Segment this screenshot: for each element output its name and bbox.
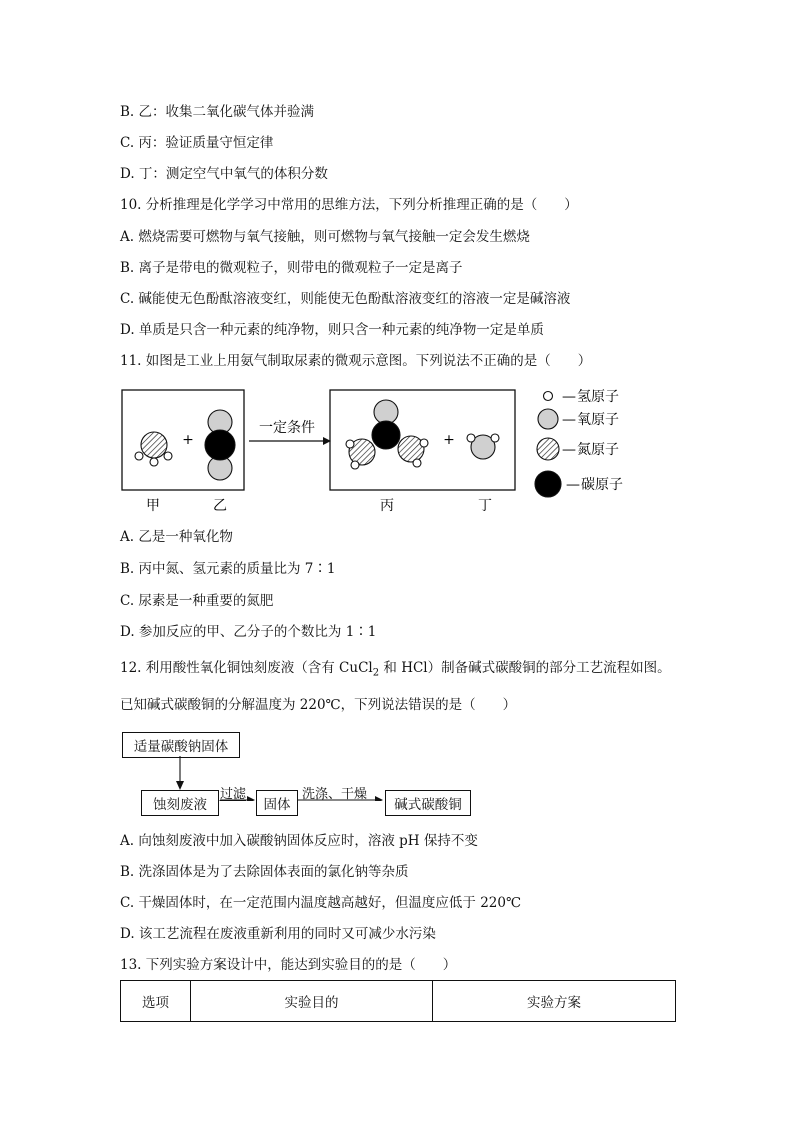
legend-hydrogen-label: 氢原子: [577, 389, 619, 405]
flow-step-wash-dry: 洗涤、干燥: [302, 787, 368, 802]
label-yi: 乙: [213, 498, 227, 514]
svg-text:—: —: [562, 442, 576, 458]
flow-waste-box: 蚀刻废液: [141, 790, 219, 816]
q12-stem-continued: 已知碱式碳酸铜的分解温度为 220℃，下列说法错误的是（ ）: [120, 697, 517, 713]
water-molecule: [467, 434, 499, 459]
q10-option-b: B. 离子是带电的微观粒子，则带电的微观粒子一定是离子: [120, 260, 463, 276]
q9-option-c: C. 丙：验证质量守恒定律: [120, 135, 274, 151]
q10-option-a: A. 燃烧需要可燃物与氧气接触，则可燃物与氧气接触一定会发生燃烧: [120, 229, 530, 245]
experiment-table: [120, 980, 676, 1022]
q10-stem: 10. 分析推理是化学学习中常用的思维方法，下列分析推理正确的是（ ）: [120, 197, 578, 213]
legend-hydrogen: [544, 389, 620, 405]
q12-option-d: D. 该工艺流程在废液重新利用的同时又可减少水污染: [120, 926, 436, 942]
legend-carbon: [535, 471, 623, 497]
svg-text:—: —: [562, 412, 576, 428]
svg-text:—: —: [562, 389, 576, 405]
legend-nitrogen-label: 氮原子: [577, 442, 619, 458]
legend-oxygen-label: 氧原子: [577, 412, 619, 428]
legend-oxygen: [538, 409, 619, 429]
label-bing: 丙: [380, 498, 394, 514]
q11-stem: 11. 如图是工业上用氨气制取尿素的微观示意图。下列说法不正确的是（ ）: [120, 353, 592, 369]
label-ding: 丁: [478, 498, 492, 514]
q9-option-b: B. 乙：收集二氧化碳气体并验满: [120, 104, 315, 120]
legend-carbon-label: 碳原子: [581, 477, 623, 493]
flow-product-box: 碱式碳酸铜: [385, 790, 471, 816]
table-header-row: [121, 981, 676, 1022]
q11-option-d: D. 参加反应的甲、乙分子的个数比为 1∶1: [120, 624, 377, 640]
q12-option-b: B. 洗涤固体是为了去除固体表面的氯化钠等杂质: [120, 864, 409, 880]
flow-step-filter: 过滤: [220, 787, 247, 802]
legend-nitrogen: [537, 438, 619, 460]
q10-option-c: C. 碱能使无色酚酞溶液变红，则能使无色酚酞溶液变红的溶液一定是碱溶液: [120, 291, 571, 307]
table-header-scheme: 实验方案: [433, 981, 676, 1022]
q11-option-c: C. 尿素是一种重要的氮肥: [120, 593, 274, 609]
q13-stem: 13. 下列实验方案设计中，能达到实验目的的是（ ）: [120, 957, 457, 973]
reaction-condition: 一定条件: [259, 420, 315, 436]
urea-reaction-diagram: [115, 380, 655, 520]
carbon-dioxide-molecule: [205, 410, 235, 480]
ammonia-molecule: [135, 432, 172, 466]
flow-solid-box: 固体: [256, 790, 298, 816]
q12-stem: 12. 利用酸性氧化铜蚀刻废液（含有 CuCl$_2$ 和 HCl）制备碱式碳酸铜的部分工艺流程如图。: [120, 660, 671, 679]
q11-option-a: A. 乙是一种氧化物: [120, 529, 233, 545]
table-header-purpose: 实验目的: [191, 981, 433, 1022]
product-plus: +: [443, 432, 455, 448]
flow-reagent-box: 适量碳酸钠固体: [122, 732, 240, 758]
q12-option-a: A. 向蚀刻废液中加入碳酸钠固体反应时，溶液 pH 保持不变: [120, 833, 478, 849]
q9-option-d: D. 丁：测定空气中氧气的体积分数: [120, 166, 328, 182]
reactant-plus: +: [182, 432, 194, 448]
label-jia: 甲: [146, 498, 160, 514]
q11-option-b: B. 丙中氮、氢元素的质量比为 7∶1: [120, 561, 336, 577]
q10-option-d: D. 单质是只含一种元素的纯净物，则只含一种元素的纯净物一定是单质: [120, 322, 544, 338]
urea-molecule: [346, 400, 428, 469]
q12-option-c: C. 干燥固体时，在一定范围内温度越高越好，但温度应低于 220℃: [120, 895, 522, 911]
svg-text:—: —: [566, 477, 580, 493]
table-header-option: 选项: [121, 981, 191, 1022]
